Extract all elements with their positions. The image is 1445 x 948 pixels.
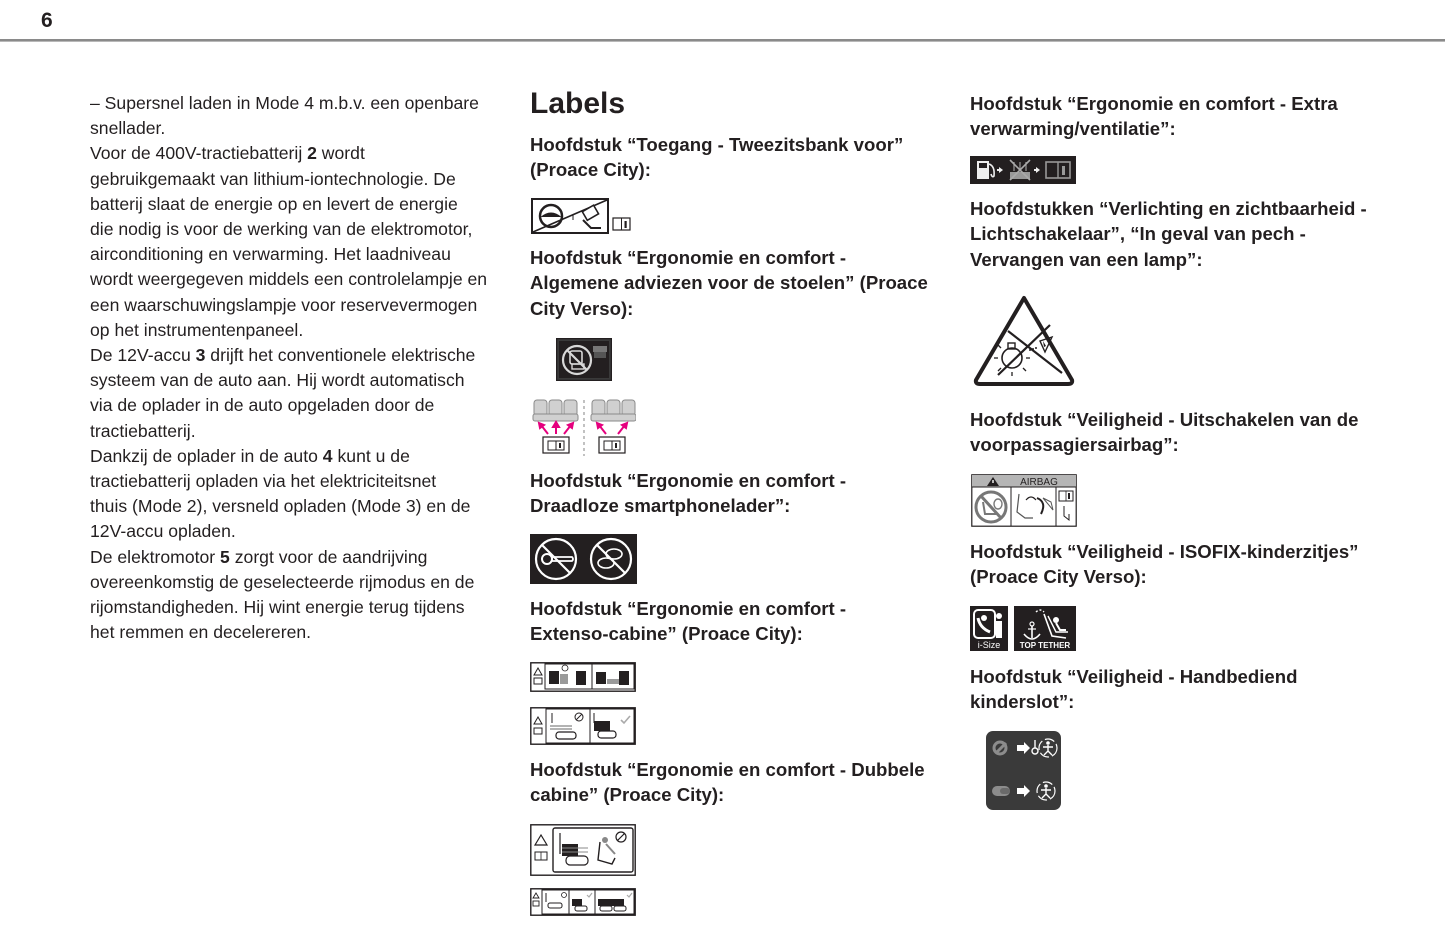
heading-line: (Proace City): [530,159,651,181]
extenso-cabin-label-2 [530,707,636,745]
heading-line: Hoofdstuk “Ergonomie en comfort - Extra [970,93,1338,114]
page-number: 6 [41,9,53,32]
heading-line: Hoofdstukken “Verlichting en zichtbaarheid - [970,198,1367,219]
body-text-line: systeem van de auto aan. Hij wordt automatisch [90,370,465,391]
heading-line: Hoofdstuk “Ergonomie en comfort - [530,247,847,268]
double-cabin-bench-warning-icon [530,888,636,916]
top-tether-label-text: TOP TETHER [1019,641,1071,650]
seat-row-arrows-manual-icon [532,398,636,456]
heading-line: Vervangen van een lamp”: [970,248,1203,270]
no-child-seat-icon [556,338,612,381]
heading-line: verwarming/ventilatie”: [970,118,1176,140]
chapter-heading-airbag [970,407,1390,458]
chapter-heading-toegang [530,132,950,183]
no-key-no-coins-icon [530,534,637,584]
heading-line: Hoofdstuk “Toegang - Tweezitsbank voor” [530,134,904,155]
chapter-heading-extra-verwarming [970,91,1390,142]
child-lock-icon [986,731,1061,810]
airbag-label-text: AIRBAG [1020,477,1058,488]
body-text-line: Voor de 400V-tractiebatterij 2 wordt [90,143,365,164]
fuel-heater-manual-icon [970,156,1076,184]
heading-line: Algemene adviezen voor de stoelen” (Proace [530,272,928,294]
heading-line: kinderslot”: [970,691,1075,713]
isize-label-text: i-Size [977,640,1001,650]
middle-column [530,88,950,130]
chapter-heading-extenso-cabine [530,596,950,647]
body-text-line: via de oplader in de auto opgeladen door de [90,395,435,416]
body-text-line: die nodig is voor de werking van de elektromotor, [90,219,473,240]
lamp-hot-warning-icon [972,294,1076,388]
reference-number: 3 [195,345,206,366]
reference-number: 5 [220,546,230,567]
body-text-line: gebruikgemaakt van lithium-iontechnologie. De [90,168,456,189]
double-cabin-label-2 [530,888,636,916]
fuel-heater-label [970,156,1076,184]
heading-line: voorpassagiersairbag”: [970,434,1179,456]
body-text-line: batterij slaat de energie op en levert de energie [90,193,458,214]
heading-line: City Verso): [530,297,634,319]
chapter-heading-kinderslot [970,664,1390,715]
double-cabin-label-1 [530,824,636,876]
chapter-heading-draadloze-lader [530,468,950,519]
extenso-cabin-floor-warning-icon [530,707,636,745]
body-text-line: overeenkomstig de geselecteerde rijmodus en de [90,571,475,592]
reference-number: 4 [322,445,333,466]
heading-line: (Proace City Verso): [970,566,1147,588]
heading-line: cabine” (Proace City): [530,784,725,806]
body-text-line: snellader. [90,118,166,139]
body-paragraphs [90,91,505,645]
isize-icon [970,606,1008,651]
chapter-heading-isofix [970,539,1390,590]
body-text-line: tractiebatterij opladen via het elektriciteitsnet [90,471,437,492]
wireless-charger-label [530,534,637,584]
body-text-line: het remmen en decelereren. [90,622,312,643]
body-text-line: thuis (Mode 2), versneld opladen (Mode 3) en de [90,496,471,517]
body-text-line: 12V-accu opladen. [90,521,236,542]
body-text-line: – Supersnel laden in Mode 4 m.b.v. een openbare [90,93,479,113]
airbag-child-seat-warning-icon [971,474,1077,527]
airbag-label [971,474,1077,527]
body-text-line: wordt weergegeven middels een controlelampje en [90,269,488,290]
body-text-line: op het instrumentenpaneel. [90,319,304,340]
steering-wheel-seat-prohibited-icon [531,198,635,234]
body-text-line: rijomstandigheden. Hij wint energie terug tijdens [90,597,465,618]
left-column-text [90,91,505,645]
heading-line: Hoofdstuk “Veiligheid - ISOFIX-kinderzitjes” [970,541,1359,562]
heading-line: Hoofdstuk “Ergonomie en comfort - [530,470,847,491]
reference-number: 2 [307,143,317,164]
extenso-cabin-seat-warning-icon [530,662,636,692]
extenso-cabin-label-1 [530,662,636,692]
steering-wheel-bench-label [531,198,635,234]
top-tether-label [1014,606,1076,651]
seat-row-manual-label [532,398,636,456]
double-cabin-seat-warning-icon [530,824,636,876]
lamp-warning-label [972,294,1076,388]
body-text-line: De elektromotor 5 zorgt voor de aandrijving [90,546,428,567]
body-text-line: De 12V-accu 3 drijft het conventionele elektrische [90,345,476,366]
isize-label [970,606,1008,651]
child-lock-label [986,731,1061,810]
heading-line: Extenso-cabine” (Proace City): [530,623,803,645]
body-text-line: tractiebatterij. [90,420,196,441]
header-rule [0,39,1445,42]
body-text-line: een waarschuwingslampje voor reservevermogen [90,294,478,315]
chapter-heading-algemene-adviezen [530,245,950,321]
section-title: Labels [530,87,626,120]
heading-line: Hoofdstuk “Ergonomie en comfort - Dubbele [530,759,925,780]
no-child-seat-label [556,338,612,381]
body-text-line: airconditioning en verwarming. Het laadniveau [90,244,451,265]
chapter-heading-dubbele-cabine [530,757,950,808]
heading-line: Hoofdstuk “Ergonomie en comfort - [530,598,847,619]
heading-line: Lichtschakelaar”, “In geval van pech - [970,223,1306,245]
body-text-line: Dankzij de oplader in de auto 4 kunt u de [90,445,410,466]
heading-line: Hoofdstuk “Veiligheid - Handbediend [970,666,1298,687]
chapter-heading-verlichting [970,196,1390,272]
top-tether-icon [1014,606,1076,651]
heading-line: Draadloze smartphonelader”: [530,495,791,517]
heading-line: Hoofdstuk “Veiligheid - Uitschakelen van de [970,409,1359,430]
